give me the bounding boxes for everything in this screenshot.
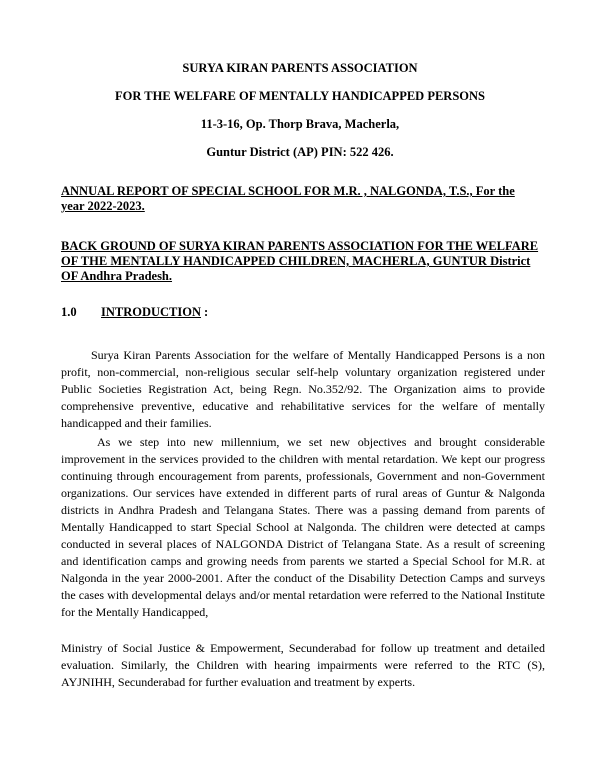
intro-paragraph-3: [61, 640, 545, 691]
section-number: 1.0: [61, 305, 77, 319]
section-colon: :: [204, 305, 209, 319]
intro-paragraph-1: [61, 347, 545, 432]
paragraph-text: Surya Kiran Parents Association for the welfare of Mentally Handicapped Persons is a non profit, non-commercial, non-religious secular self-help voluntary organization registered under Public Societies Registration Act, being Regn. No.352/92. The Organization aims to provide comprehensive preventive, educative and rehabilitative services for the welfare of mentally handicapped and their families.: [61, 348, 545, 430]
address-line-2: Guntur District (AP) PIN: 522 426.: [206, 145, 394, 159]
paragraph-text: As we step into new millennium, we set new objectives and brought considerable improvement in the services provided to the children with mental retardation. We kept our progress continuing through encouragement from parents, professionals, Government and non-Government organizations. Our services have extended in different parts of rural areas of Guntur & Nalgonda districts in Andhra Pradesh and Telangana States. There was a passing demand from parents of Mentally Handicapped to start Special School at Nalgonda. The children were detected at camps conducted in several places of NALGONDA District of Telangana State. As a result of screening and identification camps and growing needs from parents we started a Special School for M.R. at Nalgonda in the year 2000-2001. After the conduct of the Disability Detection Camps and surveys the cases with developmental delays and/or mental retardation were referred to the National Institute for the Mentally Handicapped,: [61, 435, 545, 619]
paragraph-text: Ministry of Social Justice & Empowerment, Secunderabad for follow up treatment and detailed evaluation. Similarly, the Children with hearing impairments were referred to the RTC (S), AYJNIHH, Secunderabad for further evaluation and treatment by experts.: [61, 641, 545, 689]
section-title: INTRODUCTION: [101, 305, 202, 319]
intro-paragraph-2: [61, 434, 545, 621]
address-line-1: 11-3-16, Op. Thorp Brava, Macherla,: [200, 117, 400, 131]
org-name-heading: SURYA KIRAN PARENTS ASSOCIATION: [182, 61, 418, 75]
background-title: BACK GROUND OF SURYA KIRAN PARENTS ASSOCIATION FOR THE WELFARE OF THE MENTALLY HANDICAPPED CHILDREN, MACHERLA, GUNTUR District OF Andhra Pradesh.: [61, 239, 539, 283]
org-purpose-heading: FOR THE WELFARE OF MENTALLY HANDICAPPED PERSONS: [115, 89, 485, 103]
report-title: ANNUAL REPORT OF SPECIAL SCHOOL FOR M.R. , NALGONDA, T.S., For the year 2022-2023.: [61, 184, 515, 213]
